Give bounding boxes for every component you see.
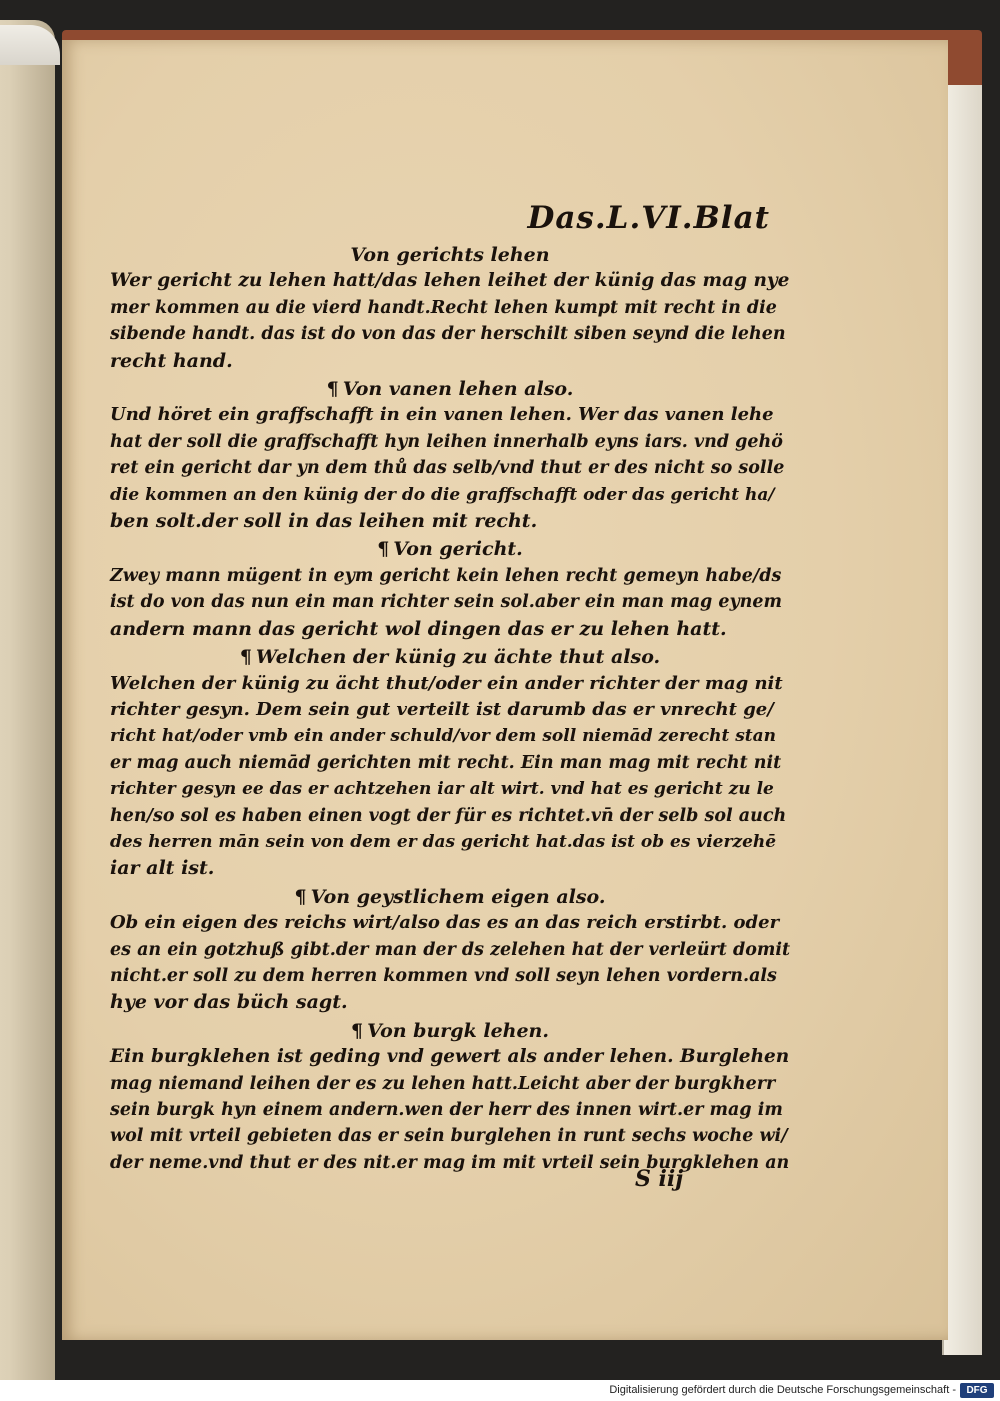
text-line: sein burgk hyn einem andern.wen der herr des innen wirt.er mag im <box>110 1100 783 1120</box>
text-line: hen/so sol es haben einen vogt der für es richtet.vn̄ der selb sol auch <box>110 805 787 826</box>
text-line: iar alt ist. <box>110 857 215 880</box>
text-line: nicht.er soll zu dem herren kommen vnd soll seyn lehen vordern.als <box>110 965 777 986</box>
page-header: Das.L.VI.Blat <box>527 200 770 236</box>
section-heading <box>110 536 790 562</box>
section-paragraph <box>110 1044 790 1176</box>
section-heading-text: Von vanen lehen also. <box>342 378 574 401</box>
text-line: ben solt.der soll in das leihen mit recht. <box>110 510 538 533</box>
text-line: sibende handt. das ist do von das der herschilt siben seynd die lehen <box>110 324 786 345</box>
text-line: des herren mān sein von dem er das gericht hat.das ist ob es vierzehē <box>110 831 777 852</box>
text-line: ret ein gericht dar yn dem thů das selb/vnd thut er des nicht so solle <box>110 458 785 479</box>
section-paragraph <box>110 268 790 374</box>
dfg-logo-icon: DFG <box>960 1383 994 1398</box>
section-heading-text: Von burgk lehen. <box>367 1019 549 1042</box>
section-heading <box>110 884 790 910</box>
text-line: die kommen an den künig der do die graffschafft oder das gericht ha/ <box>110 484 775 505</box>
text-line: er mag auch niemād gerichten mit recht. Ein man mag mit recht nit <box>110 752 782 773</box>
text-line: Und höret ein graffschafft in ein vanen lehen. Wer das vanen lehe <box>110 404 774 426</box>
text-line: andern mann das gericht wol dingen das er zu lehen hatt. <box>110 617 727 640</box>
section-paragraph <box>110 910 790 1016</box>
section-heading-text: Von gericht. <box>393 538 523 561</box>
pilcrow-icon: ¶ <box>239 646 252 669</box>
text-line: richter gesyn ee das er achtzehen iar alt wirt. vnd hat es gericht zu le <box>110 779 774 800</box>
text-line: recht hand. <box>110 349 233 372</box>
footer-credit: Digitalisierung gefördert durch die Deutsche Forschungsgemeinschaft - <box>609 1384 956 1396</box>
text-line: Wer gericht zu lehen hatt/das lehen leihet der künig das mag nye <box>110 270 790 292</box>
left-page-edge <box>0 20 55 1380</box>
pilcrow-icon: ¶ <box>294 885 307 908</box>
text-line: ist do von das nun ein man richter sein sol.aber ein man mag eynem <box>110 592 783 613</box>
text-line: wol mit vrteil gebieten das er sein burglehen in runt sechs woche wi/ <box>110 1126 788 1147</box>
text-line: hat der soll die graffschafft hyn leihen innerhalb eyns iars. vnd gehö <box>110 431 783 452</box>
text-line: der neme.vnd thut er des nit.er mag im mit vrteil sein burgklehen an <box>110 1152 790 1173</box>
section-heading-text: Von geystlichem eigen also. <box>310 885 606 908</box>
section-paragraph <box>110 563 790 642</box>
page-text <box>110 200 790 1178</box>
book-page-stack <box>942 85 982 1355</box>
pilcrow-icon: ¶ <box>377 538 390 561</box>
section-heading-text: Welchen der künig zu ächte thut also. <box>255 646 661 669</box>
section-heading <box>110 1018 790 1044</box>
pilcrow-icon: ¶ <box>326 378 339 401</box>
text-line: Ein burgklehen ist geding vnd gewert als ander lehen. Burglehen <box>110 1046 790 1068</box>
text-line: Welchen der künig zu ächt thut/oder ein ander richter der mag nit <box>110 672 783 694</box>
text-line: mag niemand leihen der es zu lehen hatt.Leicht aber der burgkherr <box>110 1073 776 1094</box>
section-heading-text: Von gerichts lehen <box>350 244 550 266</box>
sections-container <box>110 242 790 1176</box>
text-line: richter gesyn. Dem sein gut verteilt ist darumb das er vnrecht ge/ <box>110 698 774 720</box>
pilcrow-icon: ¶ <box>350 1019 364 1042</box>
text-line: richt hat/oder vmb ein ander schuld/vor dem soll niemād zerecht stan <box>110 726 777 747</box>
section-heading <box>110 242 790 268</box>
text-line: es an ein gotzhuß gibt.der man der ds zelehen hat der verleürt domit <box>110 939 791 960</box>
text-line: mer kommen au die vierd handt.Recht lehen kumpt mit recht in die <box>110 297 777 318</box>
text-line: Zwey mann mügent in eym gericht kein lehen recht gemeyn habe/ds <box>110 565 782 586</box>
signature-mark: S iij <box>635 1166 684 1192</box>
footer-bar <box>0 1380 1000 1401</box>
text-line: Ob ein eigen des reichs wirt/also das es an das reich erstirbt. oder <box>110 912 780 934</box>
text-line: hye vor das büch sagt. <box>110 991 348 1014</box>
section-heading <box>110 376 790 402</box>
section-heading <box>110 644 790 670</box>
section-paragraph <box>110 402 790 534</box>
section-paragraph <box>110 671 790 882</box>
